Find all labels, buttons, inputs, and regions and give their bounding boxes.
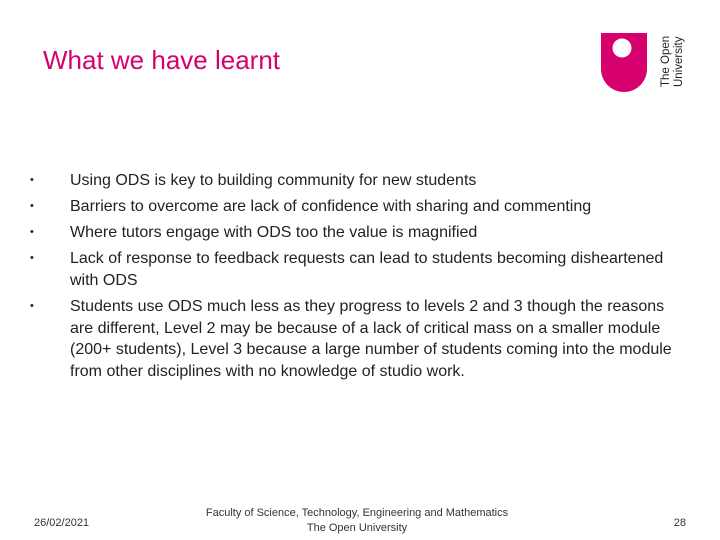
bullet-marker: • xyxy=(30,252,34,265)
bullet-marker: • xyxy=(30,174,34,186)
list-item xyxy=(26,248,686,291)
bullet-text: Using ODS is key to building community for new students xyxy=(70,172,477,189)
bullet-text: Barriers to overcome are lack of confidence with sharing and commenting xyxy=(70,198,592,216)
list-item xyxy=(26,296,686,382)
bullet-marker: • xyxy=(30,299,34,312)
slide-title: What we have learnt xyxy=(43,45,281,75)
footer-date: 26/02/2021 xyxy=(34,517,90,529)
page-number: 28 xyxy=(673,517,686,529)
footer-center xyxy=(185,506,529,536)
bullet-text: Students use ODS much less as they progress to levels 2 and 3 though the reasons are different, Level 2 may be because of a lack of critical mass on a smaller module (200+ students), Level 3 because a large number of students coming into the module from other disciplines with no knowledge of studio work. xyxy=(70,297,672,380)
bullet-list xyxy=(26,170,686,387)
svg-text:University: University xyxy=(673,36,685,87)
bullet-marker: • xyxy=(30,200,34,213)
list-item xyxy=(26,222,686,244)
bullet-text: Lack of response to feedback requests can lead to students becoming disheartened with ODS xyxy=(70,250,664,289)
footer-faculty: Faculty of Science, Technology, Engineering and Mathematics xyxy=(205,507,509,519)
footer-institution: The Open University xyxy=(306,522,408,534)
open-university-shield-icon xyxy=(600,30,690,92)
open-university-logo xyxy=(600,30,690,92)
logo-wordmark xyxy=(660,36,685,87)
svg-text:The Open: The Open xyxy=(660,35,672,87)
bullet-text: Where tutors engage with ODS too the value is magnified xyxy=(70,224,478,242)
list-item xyxy=(26,170,686,192)
bullet-marker: • xyxy=(30,226,34,239)
list-item xyxy=(26,196,686,218)
